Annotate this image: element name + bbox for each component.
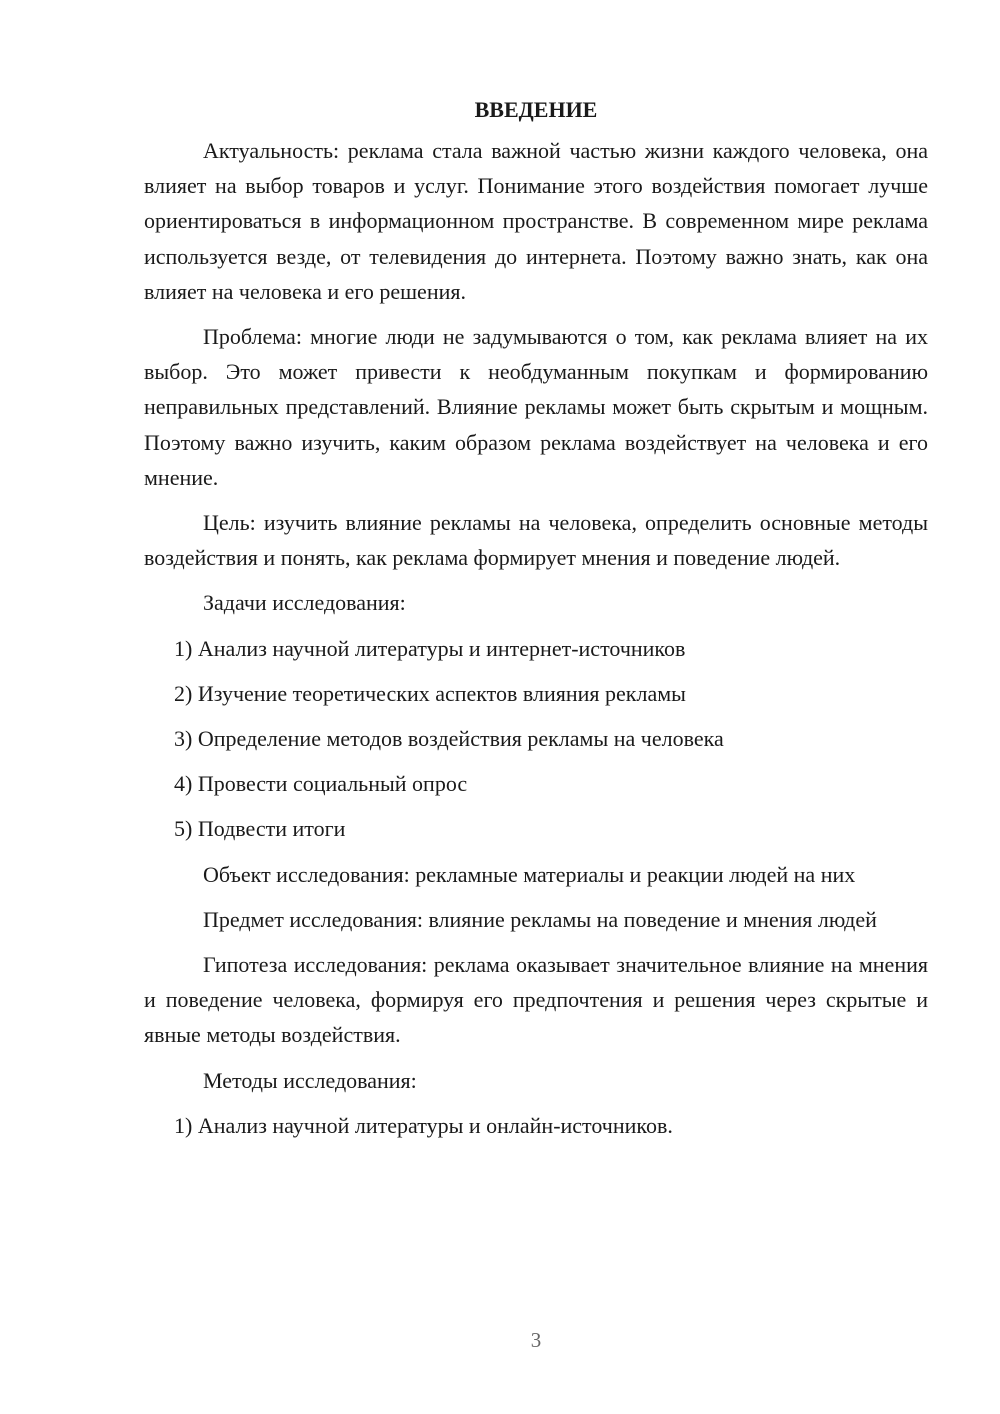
object-paragraph: Объект исследования: рекламные материалы и реакции людей на них: [203, 861, 856, 887]
page-title: ВВЕДЕНИЕ: [474, 97, 598, 122]
task-item: 1) Анализ научной литературы и интернет-источников: [174, 635, 686, 661]
tasks-title: Задачи исследования:: [203, 590, 406, 616]
goal-paragraph: Цель: изучить влияние рекламы на человека, определить основные методы воздействия и понять, как реклама формирует мнения и поведение людей.: [144, 510, 928, 571]
task-item: 5) Подвести итоги: [174, 816, 346, 842]
task-item: 4) Провести социальный опрос: [174, 771, 468, 797]
problem-paragraph: Проблема: многие люди не задумываются о том, как реклама влияет на их выбор. Это может привести к необдуманным покупкам и формированию неправильных представлений. Влияние рекламы может быть скрытым и мощным. Поэтому важно изучить, каким образом реклама воздействует на человека и его мнение.: [144, 324, 928, 490]
page-number: 3: [530, 1328, 542, 1352]
method-item: 1) Анализ научной литературы и онлайн-источников.: [174, 1112, 673, 1138]
task-item: 2) Изучение теоретических аспектов влияния рекламы: [174, 680, 686, 706]
subject-paragraph: Предмет исследования: влияние рекламы на поведение и мнения людей: [203, 906, 877, 932]
relevance-paragraph: Актуальность: реклама стала важной частью жизни каждого человека, она влияет на выбор товаров и услуг. Понимание этого воздействия помогает лучше ориентироваться в информационном пространстве. В современном мире реклама используется везде, от телевидения до интернета. Поэтому важно знать, как она влияет на человека и его решения.: [144, 138, 928, 304]
document-page: [144, 92, 928, 1143]
task-item: 3) Определение методов воздействия рекламы на человека: [174, 726, 724, 752]
methods-title: Методы исследования:: [203, 1067, 417, 1093]
hypothesis-paragraph: Гипотеза исследования: реклама оказывает значительное влияние на мнения и поведение человека, формируя его предпочтения и решения через скрытые и явные методы воздействия.: [144, 952, 928, 1048]
